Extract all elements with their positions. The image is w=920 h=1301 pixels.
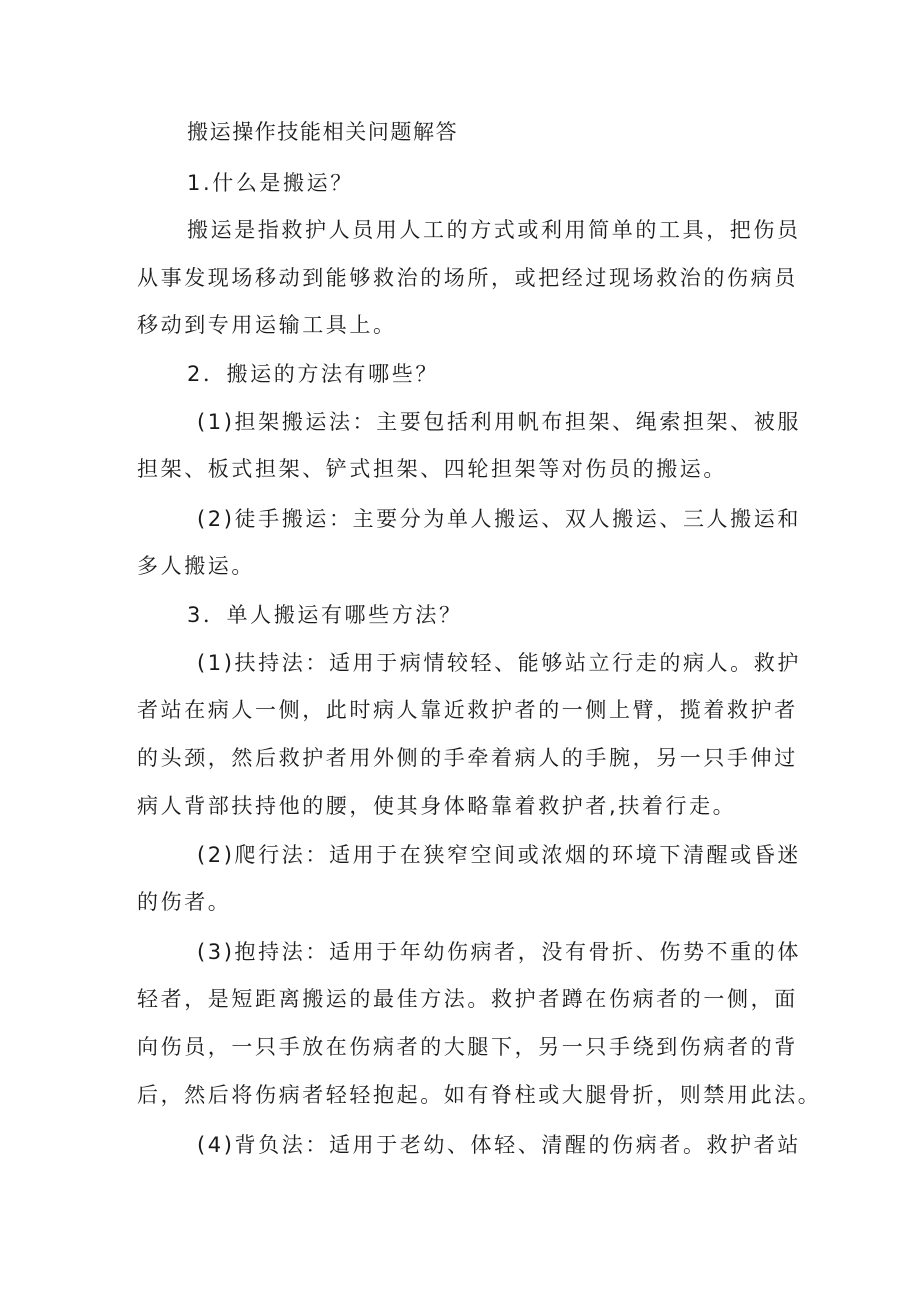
answer-2-item-2-line-1: (2)徒手搬运：主要分为单人搬运、双人搬运、三人搬运和 <box>197 507 801 531</box>
answer-1-line-1: 搬运是指救护人员用人工的方式或利用简单的工具，把伤员 <box>187 218 801 242</box>
answer-3-item-2-line-2: 的伤者。 <box>137 890 232 914</box>
question-3: 3．单人搬运有哪些方法？ <box>187 603 463 627</box>
answer-3-item-1-line-2: 者站在病人一侧，此时病人靠近救护者的一侧上臂，揽着救护者 <box>137 698 798 722</box>
answer-3-item-4-line-1: (4)背负法：适用于老幼、体轻、清醒的伤病者。救护者站 <box>197 1133 801 1157</box>
answer-2-item-1-line-1: (1)担架搬运法：主要包括利用帆布担架、绳索担架、被服 <box>197 410 801 434</box>
answer-3-item-1-line-3: 的头颈，然后救护者用外侧的手牵着病人的手腕，另一只手伸过 <box>137 746 798 770</box>
answer-3-item-1-line-4: 病人背部扶持他的腰，使其身体略靠着救护者,扶着行走。 <box>137 794 737 818</box>
answer-3-item-3-line-1: (3)抱持法：适用于年幼伤病者，没有骨折、伤势不重的体 <box>197 940 801 964</box>
answer-1-line-3: 移动到专用运输工具上。 <box>137 313 397 337</box>
answer-3-item-1-line-1: (1)扶持法：适用于病情较轻、能够站立行走的病人。救护 <box>197 651 801 675</box>
answer-3-item-3-line-4: 后，然后将伤病者轻轻抱起。如有脊柱或大腿骨折，则禁用此法。 <box>137 1083 822 1107</box>
answer-2-item-1-line-2: 担架、板式担架、铲式担架、四轮担架等对伤员的搬运。 <box>137 457 727 481</box>
document-title: 搬运操作技能相关问题解答 <box>187 120 459 144</box>
answer-3-item-3-line-3: 向伤员，一只手放在伤病者的大腿下，另一只手绕到伤病者的背 <box>137 1035 798 1059</box>
answer-3-item-3-line-2: 轻者，是短距离搬运的最佳方法。救护者蹲在伤病者的一侧，面 <box>137 987 798 1011</box>
answer-1-line-2: 从事发现场移动到能够救治的场所，或把经过现场救治的伤病员 <box>137 266 798 290</box>
answer-2-item-2-line-2: 多人搬运。 <box>137 554 255 578</box>
question-2: 2．搬运的方法有哪些？ <box>187 362 439 386</box>
answer-3-item-2-line-1: (2)爬行法：适用于在狭窄空间或浓烟的环境下清醒或昏迷 <box>197 843 801 867</box>
question-1: 1.什么是搬运？ <box>187 171 354 195</box>
